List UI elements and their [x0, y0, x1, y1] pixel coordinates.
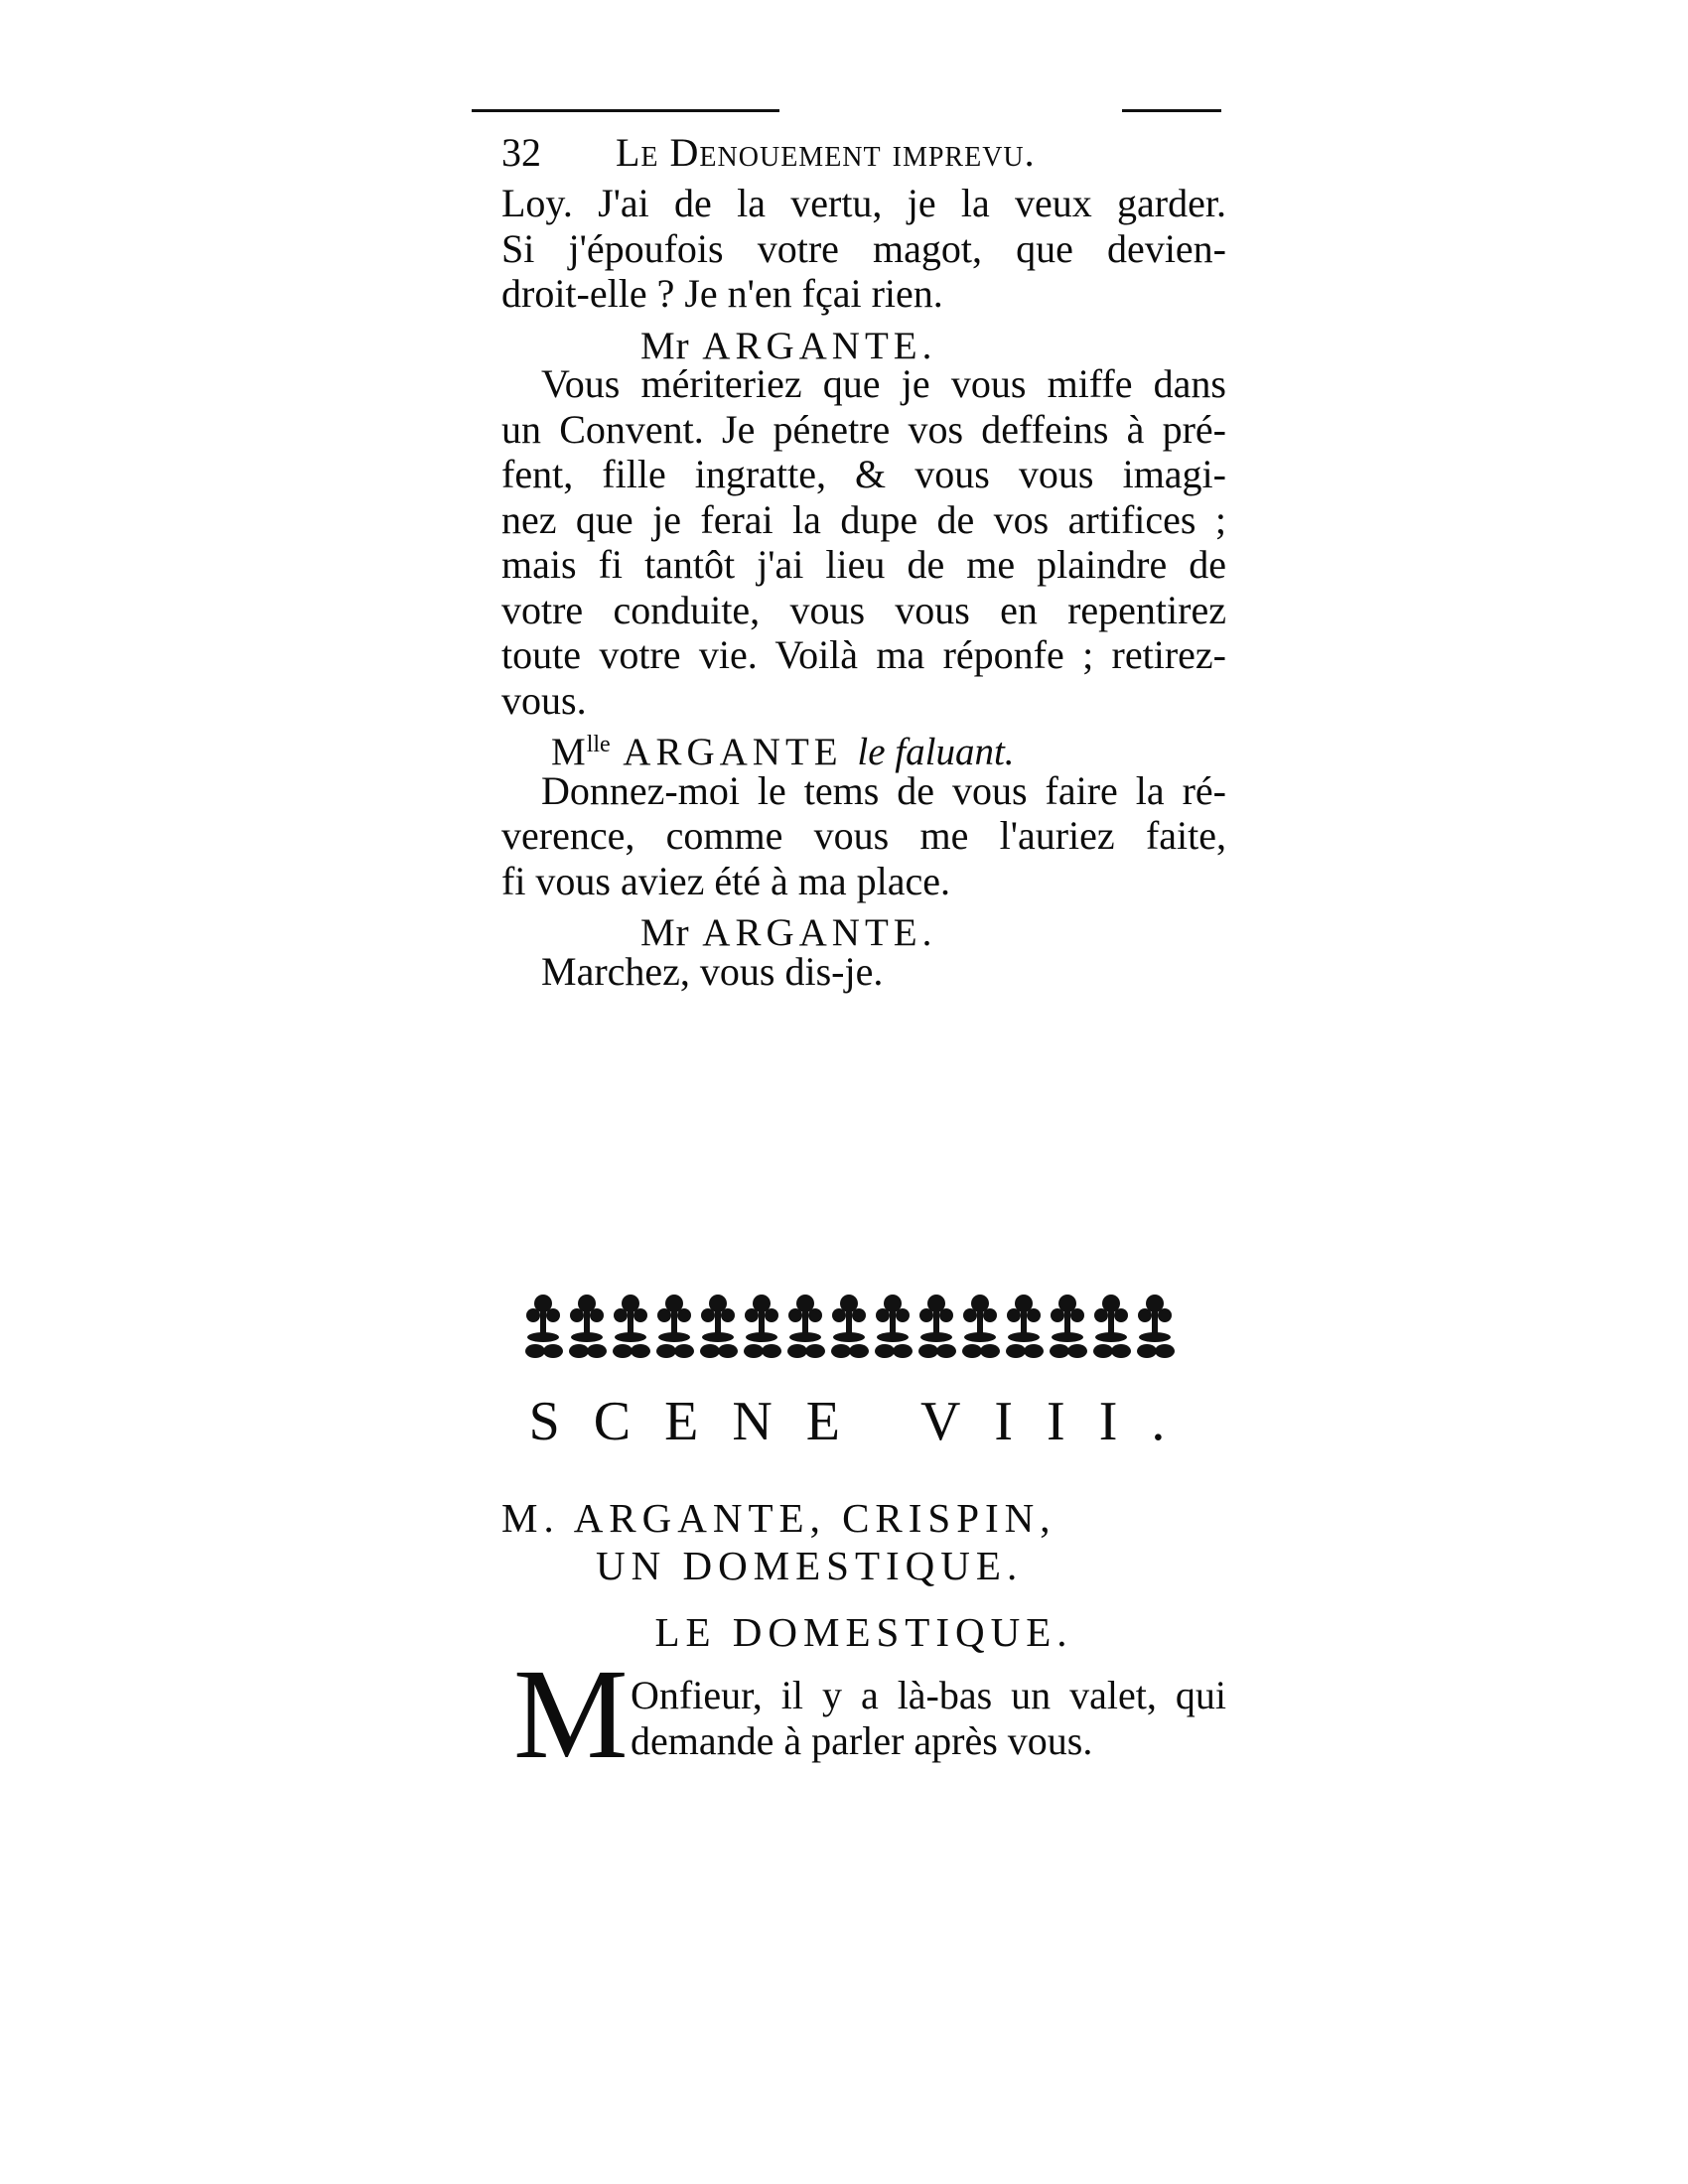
speaker-name: ARGANTE. — [702, 911, 937, 954]
speaker-title-initial: Mr — [640, 911, 690, 954]
fleuron-unit — [700, 1295, 738, 1358]
cast-line-2: UN DOMESTIQUE. — [596, 1543, 1024, 1588]
fleuron-unit — [787, 1295, 825, 1358]
cast-list — [501, 1494, 1226, 1589]
page-number: 32 — [501, 130, 541, 175]
speaker-heading — [501, 723, 1226, 773]
text-line: mais fi tantôt j'ai lieu de me plaindre de — [501, 542, 1226, 587]
fleuron-unit — [569, 1295, 607, 1358]
fleuron-unit — [525, 1295, 563, 1358]
fleuron-unit — [875, 1295, 913, 1358]
cast-line-1: M. ARGANTE, CRISPIN, — [501, 1495, 1056, 1541]
speaker-title-suffix: lle — [586, 732, 611, 757]
fleuron-unit — [1137, 1295, 1175, 1358]
fleuron-ornament — [513, 1286, 1189, 1365]
book-page — [501, 0, 1226, 2184]
text-line: Si j'époufois votre magot, que devien- — [501, 225, 1226, 271]
text-line: Loy. J'ai de la vertu, je la veux garder. — [501, 181, 1226, 225]
text-line: toute votre vie. Voilà ma réponfe ; retirez- — [501, 632, 1226, 677]
scene-title: SCENE VIII. — [528, 1391, 1199, 1452]
text-line: vous. — [501, 677, 587, 723]
text-line: Vous mériteriez que je vous miffe dans — [541, 361, 1226, 406]
speaker-domestique: LE DOMESTIQUE. — [654, 1609, 1073, 1655]
fleuron-unit — [1050, 1295, 1087, 1358]
speaker-title — [551, 731, 611, 773]
speaker-title-initial: Mr — [640, 324, 690, 367]
drop-cap: M — [513, 1643, 629, 1786]
fleuron-unit — [613, 1295, 650, 1358]
text-line: fi vous aviez été à ma place. — [501, 858, 950, 903]
running-head — [501, 129, 1226, 179]
running-title: Le Denouement imprevu. — [616, 130, 1036, 175]
stage-direction: le faluant. — [857, 731, 1015, 773]
text-line: Onfieur, il y a là-bas un valet, qui — [631, 1673, 1226, 1717]
drop-cap-paragraph — [631, 1673, 1226, 1764]
body-text — [501, 181, 1226, 994]
text-line: fent, fille ingratte, & vous vous imagi- — [501, 452, 1226, 496]
fleuron-unit — [831, 1295, 869, 1358]
fleuron-unit — [744, 1295, 781, 1358]
text-line: demande à parler après vous. — [631, 1718, 1093, 1763]
text-line: un Convent. Je pénetre vos deffeins à pré- — [501, 406, 1226, 452]
speaker-heading — [501, 317, 1226, 367]
fleuron-unit — [918, 1295, 956, 1358]
text-line: Marchez, vous dis-je. — [541, 948, 884, 994]
fleuron-unit — [1093, 1295, 1131, 1358]
fleuron-unit — [656, 1295, 694, 1358]
top-rule-right — [1122, 109, 1221, 112]
text-line: droit-elle ? Je n'en fçai rien. — [501, 271, 943, 316]
top-rule-left — [472, 109, 779, 112]
text-line: Donnez-moi le tems de vous faire la ré- — [541, 767, 1226, 813]
text-line: verence, comme vous me l'auriez faite, — [501, 813, 1226, 858]
fleuron-unit — [1006, 1295, 1044, 1358]
speaker-title-initial: M — [551, 731, 587, 773]
speaker-heading — [501, 903, 1226, 954]
speaker-name: ARGANTE. — [702, 324, 937, 367]
speaker-name: ARGANTE — [623, 731, 843, 773]
text-line: nez que je ferai la dupe de vos artifices ; — [501, 496, 1226, 542]
speaker-title — [640, 911, 690, 954]
text-line: votre conduite, vous vous en repentirez — [501, 587, 1226, 632]
fleuron-unit — [962, 1295, 1000, 1358]
